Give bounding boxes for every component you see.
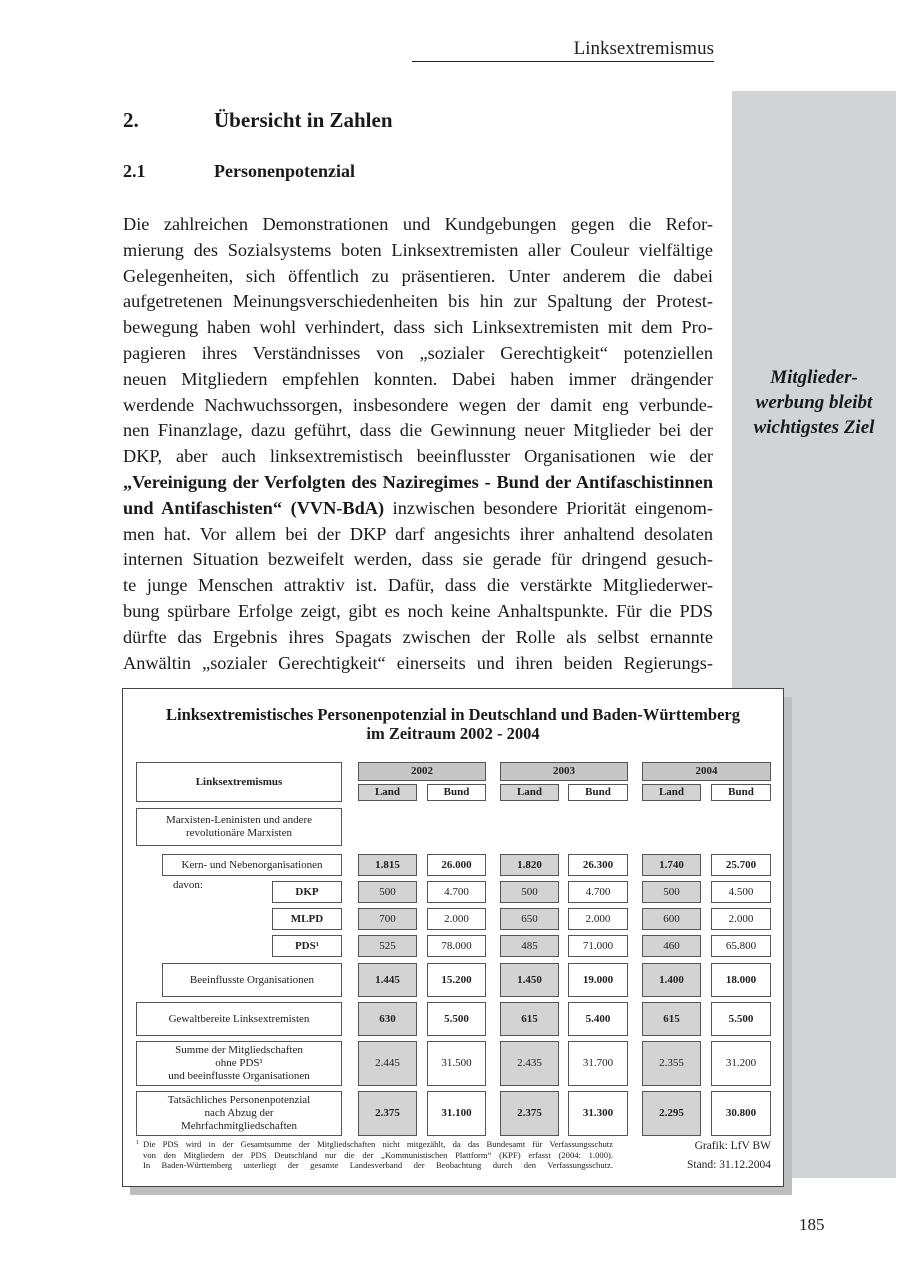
value-cell: 2.000 (568, 908, 628, 930)
value-cell: 1.400 (642, 963, 701, 997)
value-cell: 500 (500, 881, 559, 903)
value-cell: 78.000 (427, 935, 486, 957)
value-cell: 19.000 (568, 963, 628, 997)
section-number: 2. (123, 108, 139, 132)
text-line: werdende Nachwuchssorgen, insbesondere wegen der damit eng verbunde- (123, 394, 713, 415)
value-cell: 700 (358, 908, 417, 930)
value-cell: 26.000 (427, 854, 486, 876)
value-cell: 460 (642, 935, 701, 957)
value-cell: 31.200 (711, 1041, 771, 1086)
status-date: Stand: 31.12.2004 (686, 1159, 771, 1171)
value-cell: 615 (642, 1002, 701, 1036)
text-line: Gelegenheiten, sich öffentlich zu präsentieren. Unter anderem die dabei (123, 265, 713, 286)
label-line: Marxisten-Leninisten und andere (165, 814, 312, 826)
value-cell: 2.295 (642, 1091, 701, 1136)
statistics-table-figure (122, 688, 784, 1187)
footnote-line: Die PDS wird in der Gesamtsumme der Mitgliedschaften nicht mitgezählt, da das Bundesamt für Verfassungsschutz (143, 1139, 613, 1149)
label-line: Summe der Mitgliedschaften (175, 1044, 303, 1056)
graphic-credit: Grafik: LfV BW (694, 1140, 771, 1152)
value-cell: 1.445 (358, 963, 417, 997)
value-cell: 25.700 (711, 854, 771, 876)
row-label-tatsaechlich (136, 1091, 342, 1136)
text-line: bung spürbare Erfolge zeigt, gibt es noch keine Anhaltspunkte. Für die PDS (123, 600, 713, 621)
footnote-line: von den Mitgliedern der PDS Deutschland nur die der „Kommunistischen Plattform“ (KPF) erfasst (2004: 1.000). (143, 1149, 613, 1160)
label-line: Tatsächliches Personenpotenzial (167, 1094, 311, 1106)
section-title: Übersicht in Zahlen (214, 108, 393, 132)
value-cell: 1.450 (500, 963, 559, 997)
subheader-land: Land (500, 784, 559, 801)
value-cell: 5.500 (711, 1002, 771, 1036)
table-footnote (136, 1139, 613, 1171)
value-cell: 1.815 (358, 854, 417, 876)
text-line: bewegung haben wohl verhindert, dass sich Linksextremisten mit dem Pro- (123, 317, 713, 338)
margin-note-line: werbung bleibt (755, 392, 873, 413)
value-cell: 30.800 (711, 1091, 771, 1136)
margin-note (732, 365, 896, 440)
value-cell: 31.300 (568, 1091, 628, 1136)
subheader-land: Land (358, 784, 417, 801)
subsection-number: 2.1 (123, 161, 146, 181)
corner-header: Linksextremismus (136, 762, 342, 802)
subheader-bund: Bund (427, 784, 486, 801)
running-head: Linksextremismus (412, 38, 714, 62)
value-cell: 2.000 (711, 908, 771, 930)
organization-name-bold: und Antifaschisten“ (VVN-BdA) (123, 497, 385, 518)
value-cell: 15.200 (427, 963, 486, 997)
davon-label: davon: (173, 879, 203, 891)
subheader-bund: Bund (711, 784, 771, 801)
margin-note-line: Mitglieder- (770, 367, 858, 388)
group-label-marxisten (136, 808, 342, 846)
subheader-land: Land (642, 784, 701, 801)
value-cell: 65.800 (711, 935, 771, 957)
text-line-bold: „Vereinigung der Verfolgten des Naziregimes - Bund der Antifaschistinnen (123, 471, 713, 492)
value-cell: 525 (358, 935, 417, 957)
row-label-dkp: DKP (272, 881, 342, 903)
text-line: aufgetretenen Meinungsverschiedenheiten bis hin zur Spaltung der Protest- (123, 291, 713, 312)
label-line: revolutionäre Marxisten (186, 827, 292, 839)
value-cell: 26.300 (568, 854, 628, 876)
row-label-summe (136, 1041, 342, 1086)
value-cell: 500 (642, 881, 701, 903)
text-line: mierung des Sozialsystems boten Linksextremisten aller Couleur vielfältige (123, 239, 713, 260)
row-label-beeinflusste: Beeinflusste Organisationen (162, 963, 342, 997)
value-cell: 600 (642, 908, 701, 930)
margin-note-line: wichtigstes Ziel (753, 417, 875, 438)
value-cell: 4.500 (711, 881, 771, 903)
value-cell: 485 (500, 935, 559, 957)
value-cell: 500 (358, 881, 417, 903)
table-title (123, 705, 783, 743)
year-header-2004: 2004 (642, 762, 771, 781)
subheader-bund: Bund (568, 784, 628, 801)
year-header-2002: 2002 (358, 762, 486, 781)
value-cell: 650 (500, 908, 559, 930)
value-cell: 18.000 (711, 963, 771, 997)
text-line: neuen Mitgliedern empfehlen konnten. Dabei haben immer drängender (123, 368, 713, 389)
value-cell: 1.740 (642, 854, 701, 876)
value-cell: 1.820 (500, 854, 559, 876)
value-cell: 4.700 (568, 881, 628, 903)
value-cell: 31.700 (568, 1041, 628, 1086)
year-header-2003: 2003 (500, 762, 628, 781)
footnote-marker: 1 (136, 1140, 139, 1146)
footnote-line: In Baden-Württemberg unterliegt der gesamte Landesverband der Beobachtung durch den Verfassungsschutz. (143, 1160, 613, 1170)
value-cell: 2.000 (427, 908, 486, 930)
text-line: Die zahlreichen Demonstrationen und Kundgebungen gegen die Refor- (123, 214, 713, 234)
body-paragraph (123, 212, 713, 676)
text-line: nen Finanzlage, dazu geführt, dass die Gewinnung neuer Mitglieder bei der (123, 420, 713, 441)
table-title-line: Linksextremistisches Personenpotenzial in Deutschland und Baden-Württemberg (165, 705, 740, 724)
text-line: te junge Menschen attraktiv ist. Dafür, dass die verstärkte Mitgliederwer- (123, 575, 713, 596)
row-label-gewaltbereite: Gewaltbereite Linksextremisten (136, 1002, 342, 1036)
value-cell: 31.100 (427, 1091, 486, 1136)
value-cell: 31.500 (427, 1041, 486, 1086)
value-cell: 71.000 (568, 935, 628, 957)
row-label-pds: PDS¹ (272, 935, 342, 957)
text-line: dürfte das Ergebnis ihres Spagats zwischen der Rolle als selbst ernannte (123, 626, 713, 647)
text-fragment: inzwischen besondere Priorität eingenom- (384, 497, 713, 518)
value-cell: 630 (358, 1002, 417, 1036)
value-cell: 2.435 (500, 1041, 559, 1086)
table-title-line: im Zeitraum 2002 - 2004 (366, 724, 540, 743)
text-line: men hat. Vor allem bei der DKP darf angesichts ihrer anhaltend desolaten (123, 523, 713, 544)
text-line (123, 496, 713, 522)
value-cell: 2.355 (642, 1041, 701, 1086)
label-line: ohne PDS¹ (215, 1057, 263, 1069)
text-line: internen Situation bezweifelt werden, dass sie gerade für dringend gesuch- (123, 549, 713, 570)
value-cell: 2.375 (358, 1091, 417, 1136)
value-cell: 5.400 (568, 1002, 628, 1036)
value-cell: 2.375 (500, 1091, 559, 1136)
text-line: Anwältin „sozialer Gerechtigkeit“ einerseits und ihren beiden Regierungs- (123, 652, 713, 673)
text-line: DKP, aber auch linksextremistisch beeinflusster Organisationen wie der (123, 446, 713, 467)
page-number: 185 (799, 1215, 825, 1234)
value-cell: 615 (500, 1002, 559, 1036)
subsection-title: Personenpotenzial (214, 161, 355, 181)
value-cell: 5.500 (427, 1002, 486, 1036)
label-line: Mehrfachmitgliedschaften (180, 1120, 298, 1132)
label-line: und beeinflusste Organisationen (168, 1070, 310, 1082)
row-label-kern: Kern- und Nebenorganisationen (162, 854, 342, 876)
row-label-mlpd: MLPD (272, 908, 342, 930)
text-line: pagieren ihres Verständnisses von „sozialer Gerechtigkeit“ potenziellen (123, 342, 713, 363)
value-cell: 2.445 (358, 1041, 417, 1086)
label-line: nach Abzug der (204, 1107, 274, 1119)
value-cell: 4.700 (427, 881, 486, 903)
